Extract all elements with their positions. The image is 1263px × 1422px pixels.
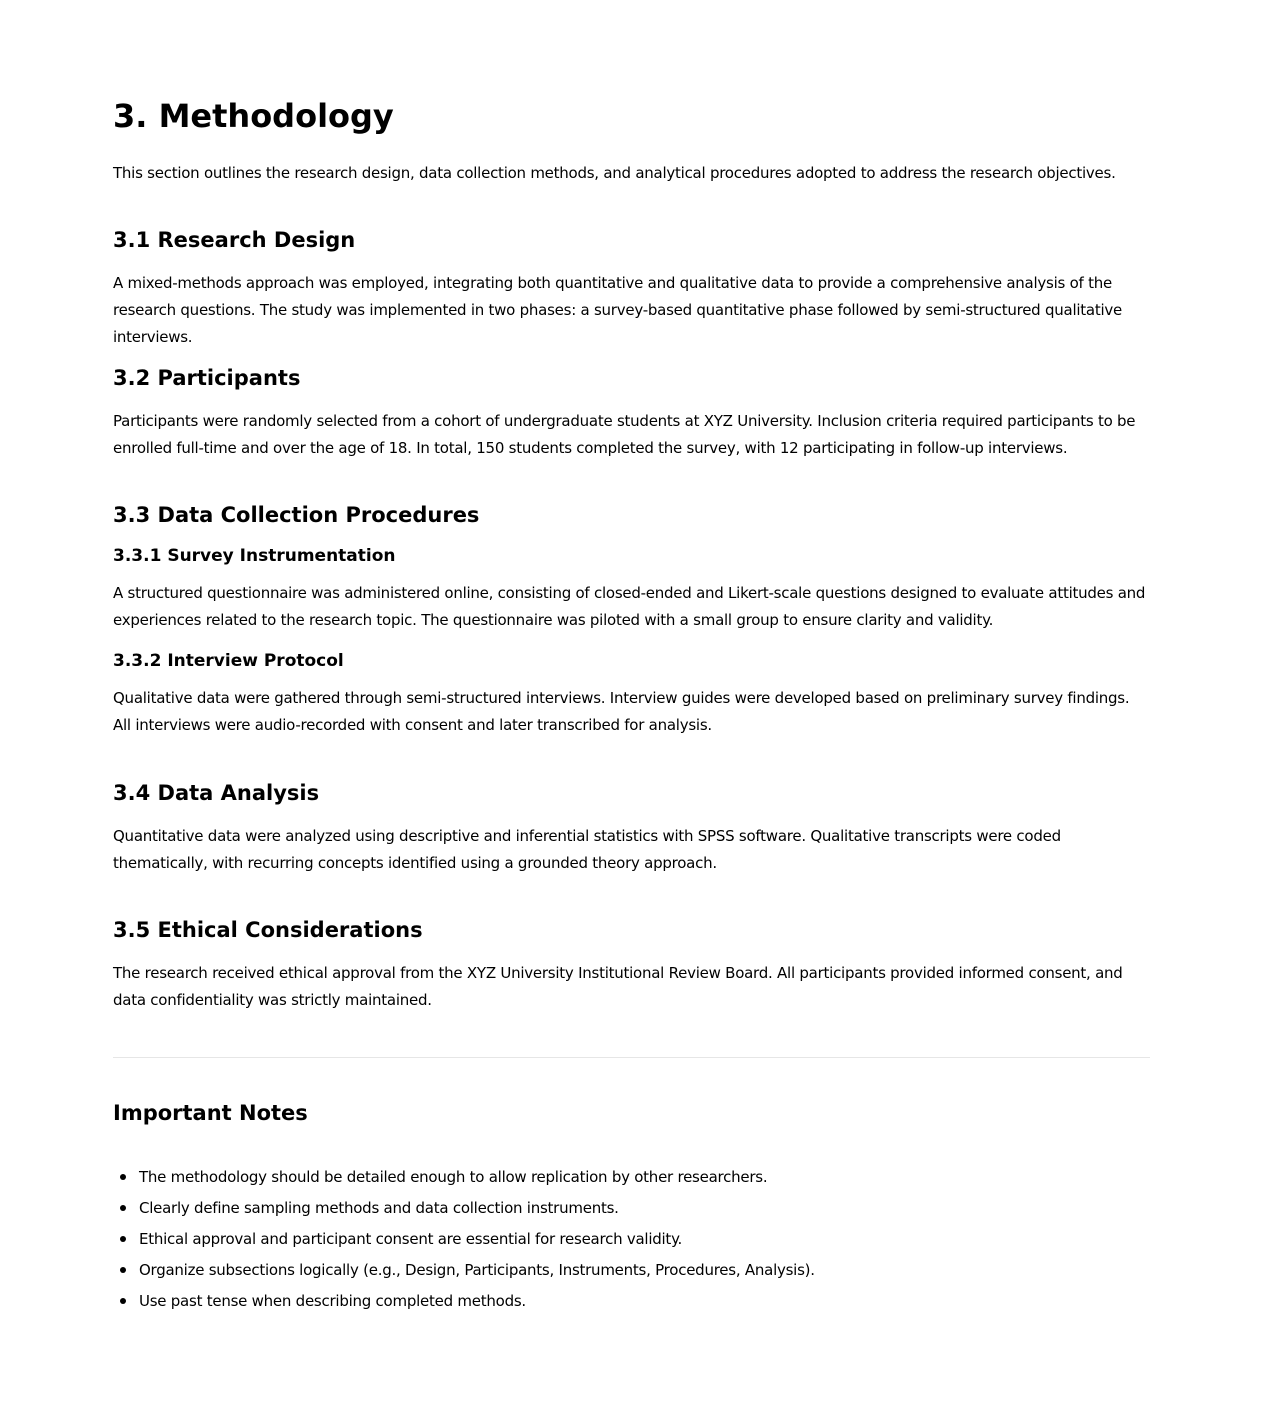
bullet-icon [120, 1298, 126, 1304]
list-item [113, 1194, 815, 1225]
section-divider [113, 1057, 1150, 1058]
page-title: 3. Methodology [113, 97, 394, 135]
notes-list [113, 1163, 815, 1318]
list-item-text: Use past tense when describing completed methods. [139, 1292, 526, 1310]
heading-interview-protocol: 3.3.2 Interview Protocol [113, 651, 344, 671]
paragraph-participants: Participants were randomly selected from a cohort of undergraduate students at XYZ University. Inclusion criteria required participants to be enrolled full-time and over the age of 18. In total, 150 students completed the survey, with 12 participating in follow-up interviews. [113, 412, 1136, 457]
bullet-icon [120, 1174, 126, 1180]
list-item [113, 1163, 815, 1194]
heading-data-collection: 3.3 Data Collection Procedures [113, 503, 480, 527]
list-item-text: Clearly define sampling methods and data collection instruments. [139, 1199, 619, 1217]
list-item-text: The methodology should be detailed enough to allow replication by other researchers. [139, 1168, 768, 1186]
heading-data-analysis: 3.4 Data Analysis [113, 781, 320, 805]
paragraph-ethical-considerations: The research received ethical approval from the XYZ University Institutional Review Board. All participants provided informed consent, and data confidentiality was strictly maintained. [113, 964, 1123, 1009]
heading-ethical-considerations: 3.5 Ethical Considerations [113, 918, 423, 942]
heading-survey-instrumentation: 3.3.1 Survey Instrumentation [113, 546, 396, 566]
list-item [113, 1256, 815, 1287]
bullet-icon [120, 1267, 126, 1273]
list-item [113, 1225, 815, 1256]
heading-participants: 3.2 Participants [113, 366, 301, 390]
bullet-icon [120, 1205, 126, 1211]
intro-paragraph: This section outlines the research design, data collection methods, and analytical procedures adopted to address the research objectives. [113, 164, 1116, 182]
list-item [113, 1287, 815, 1318]
paragraph-interview-protocol: Qualitative data were gathered through semi-structured interviews. Interview guides were developed based on preliminary survey findings. All interviews were audio-recorded with consent and later transcribed for analysis. [113, 689, 1130, 734]
list-item-text: Organize subsections logically (e.g., Design, Participants, Instruments, Procedures, Analysis). [139, 1261, 815, 1279]
document-content [113, 0, 1150, 1310]
paragraph-research-design: A mixed-methods approach was employed, integrating both quantitative and qualitative data to provide a comprehensive analysis of the research questions. The study was implemented in two phases: a survey-based quantitative phase followed by semi-structured qualitative interviews. [113, 274, 1123, 346]
bullet-icon [120, 1236, 126, 1242]
list-item-text: Ethical approval and participant consent are essential for research validity. [139, 1230, 683, 1248]
notes-heading: Important Notes [113, 1101, 308, 1125]
paragraph-data-analysis: Quantitative data were analyzed using descriptive and inferential statistics with SPSS software. Qualitative transcripts were coded thematically, with recurring concepts identified using a grounded theory approach. [113, 827, 1061, 872]
paragraph-survey-instrumentation: A structured questionnaire was administered online, consisting of closed-ended and Likert-scale questions designed to evaluate attitudes and experiences related to the research topic. The questionnaire was piloted with a small group to ensure clarity and validity. [113, 584, 1146, 629]
heading-research-design: 3.1 Research Design [113, 228, 356, 252]
